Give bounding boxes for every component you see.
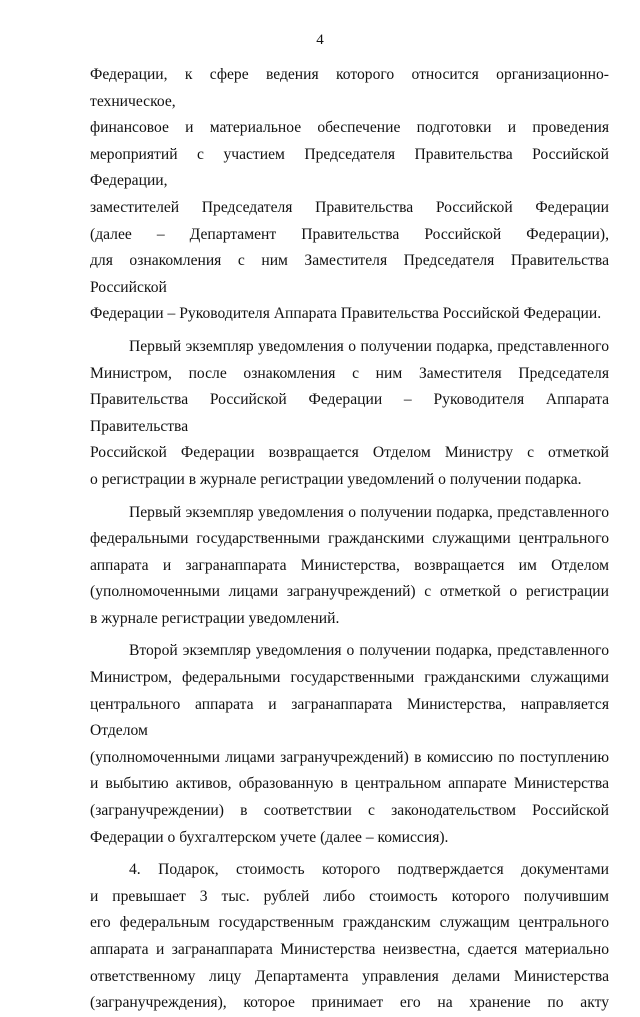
paragraph-employees-first-copy <box>90 500 609 633</box>
text-line: Первый экземпляр уведомления о получении подарка, представленного <box>129 503 609 521</box>
paragraph-continuation <box>90 62 609 328</box>
text-line: Федерации, к сфере ведения которого относится организационно-техническое, <box>90 66 609 110</box>
text-line: Второй экземпляр уведомления о получении подарка, представленного <box>129 642 609 660</box>
text-line: заместителей Председателя Правительства Российской Федерации <box>90 198 609 216</box>
text-line: для ознакомления с ним Заместителя Председателя Правительства Российской <box>90 252 609 296</box>
text-line: Федерации – Руководителя Аппарата Правительства Российской Федерации. <box>90 305 602 323</box>
text-line: федеральными государственными гражданскими служащими центрального <box>90 530 609 548</box>
text-line: аппарата и загранаппарата Министерства, возвращается им Отделом <box>90 556 609 574</box>
text-line: (загранучреждении) в соответствии с законодательством Российской <box>90 802 609 820</box>
paragraph-minister-first-copy <box>90 334 609 494</box>
text-line: (далее – Департамент Правительства Российской Федерации), <box>90 225 609 243</box>
text-line: центрального аппарата и загранаппарата Министерства, направляется Отделом <box>90 695 609 740</box>
text-line: Министром, федеральными государственными гражданскими служащими <box>90 669 609 687</box>
paragraph-second-copy <box>90 638 609 851</box>
text-line: (загранучреждения), которое принимает его на хранение по акту <box>90 994 609 1012</box>
page-number: 4 <box>316 32 324 48</box>
text-line: финансовое и материальное обеспечение подготовки и проведения <box>90 119 609 137</box>
text-line: и превышает 3 тыс. рублей либо стоимость которого получившим <box>90 887 609 905</box>
paragraph-item-4 <box>90 857 609 1017</box>
text-line: Правительства Российской Федерации – Руководителя Аппарата Правительства <box>90 391 609 435</box>
text-line: 4. Подарок, стоимость которого подтверждается документами <box>129 861 609 879</box>
text-line: Первый экземпляр уведомления о получении подарка, представленного <box>129 337 609 355</box>
text-line: (уполномоченными лицами загранучреждений) в комиссию по поступлению <box>90 748 609 766</box>
text-line: Федерации о бухгалтерском учете (далее – комиссия). <box>90 828 449 846</box>
text-line: мероприятий с участием Председателя Правительства Российской Федерации, <box>90 145 609 190</box>
text-line: его федеральным государственным гражданским служащим центрального <box>90 914 609 932</box>
text-line: и выбытию активов, образованную в центральном аппарате Министерства <box>90 775 609 793</box>
document-body <box>90 62 609 1017</box>
text-line: (уполномоченными лицами загранучреждений) с отметкой о регистрации <box>90 583 609 601</box>
text-line: ответственному лицу Департамента управления делами Министерства <box>90 967 609 985</box>
text-line: Российской Федерации возвращается Отделом Министру с отметкой <box>90 444 609 462</box>
text-line: аппарата и загранаппарата Министерства неизвестна, сдается материально <box>90 941 609 958</box>
text-line: о регистрации в журнале регистрации уведомлений о получении подарка. <box>90 470 582 488</box>
text-line: Министром, после ознакомления с ним Заместителя Председателя <box>90 364 609 382</box>
text-line: в журнале регистрации уведомлений. <box>90 609 340 627</box>
